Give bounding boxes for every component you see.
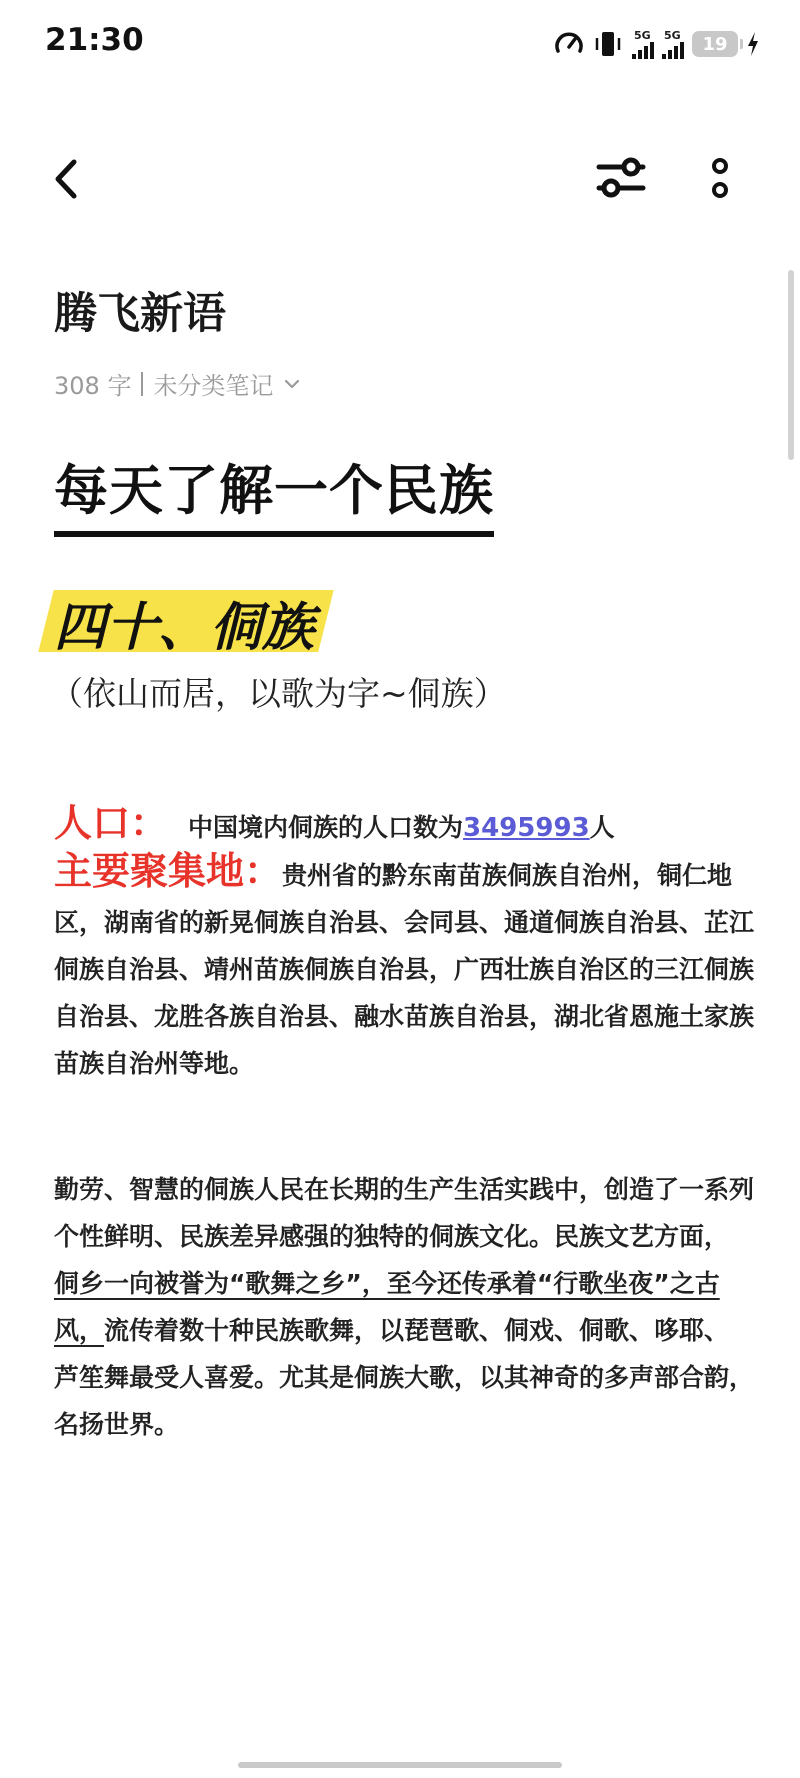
meta-divider <box>141 372 143 396</box>
note-title[interactable]: 腾飞新语 <box>54 289 226 339</box>
region-label: 主要聚集地： <box>54 849 283 893</box>
population-desc: 中国境内侗族的人口数为 <box>188 813 464 842</box>
speedometer-icon <box>554 29 584 59</box>
signal-1-label: 5G <box>634 28 651 42</box>
population-row <box>54 792 615 847</box>
more-options-button[interactable] <box>700 150 740 206</box>
population-label: 人口： <box>54 801 169 845</box>
section-heading: 四十、侗族 <box>54 598 315 658</box>
vibrate-icon <box>592 29 624 59</box>
content-heading: 每天了解一个民族 <box>54 448 494 537</box>
note-toolbar <box>0 140 800 220</box>
status-bar <box>0 0 800 86</box>
population-unit: 人 <box>589 813 615 842</box>
note-meta <box>54 366 301 401</box>
population-number-link[interactable]: 3495993 <box>463 813 590 843</box>
format-settings-button[interactable] <box>593 150 649 206</box>
signal-bars-icon <box>662 41 684 59</box>
category-label: 未分类笔记 <box>153 372 274 400</box>
culture-paragraph <box>54 1166 754 1448</box>
signal-1 <box>632 30 654 59</box>
status-icons <box>554 26 760 62</box>
charging-bolt-icon <box>746 31 760 57</box>
culture-text-2: 流传着数十种民族歌舞，以琵琶歌、侗戏、侗歌、哆耶、芦笙舞最受人喜爱。尤其是侗族大歌，以其神奇的多声部合韵，名扬世界。 <box>54 1316 755 1439</box>
chevron-down-icon <box>283 375 301 393</box>
back-button[interactable] <box>46 154 90 204</box>
culture-text-underlined: 侗乡一向被誉为“歌舞之乡”，至今还传承着“行歌坐夜”之古风， <box>54 1269 720 1345</box>
signal-2-label: 5G <box>664 28 681 42</box>
signal-2 <box>662 30 684 59</box>
battery-indicator: 19 <box>692 31 738 57</box>
region-text: 贵州省的黔东南苗族侗族自治州，铜仁地区，湖南省的新晃侗族自治县、会同县、通道侗族自治县、芷江侗族自治县、靖州苗族侗族自治县，广西壮族自治区的三江侗族自治县、龙胜各族自治县、融水苗族自治县，湖北省恩施土家族苗族自治州等地。 <box>54 861 755 1078</box>
signal-bars-icon <box>632 41 654 59</box>
population-text <box>188 808 615 844</box>
region-paragraph <box>54 848 754 1087</box>
more-vertical-icon <box>700 150 740 206</box>
culture-text-1: 勤劳、智慧的侗族人民在长期的生产生活实践中，创造了一系列个性鲜明、民族差异感强的独特的侗族文化。民族文艺方面， <box>54 1175 755 1251</box>
scrollbar[interactable] <box>788 270 794 460</box>
status-time: 21:30 <box>45 22 144 58</box>
section-subtitle: （依山而居，以歌为字~侗族） <box>50 674 507 713</box>
home-indicator[interactable] <box>238 1762 562 1768</box>
category-selector[interactable] <box>153 366 301 401</box>
chevron-left-icon <box>46 154 90 204</box>
word-count: 308 字 <box>54 372 132 400</box>
sliders-icon <box>593 150 649 206</box>
